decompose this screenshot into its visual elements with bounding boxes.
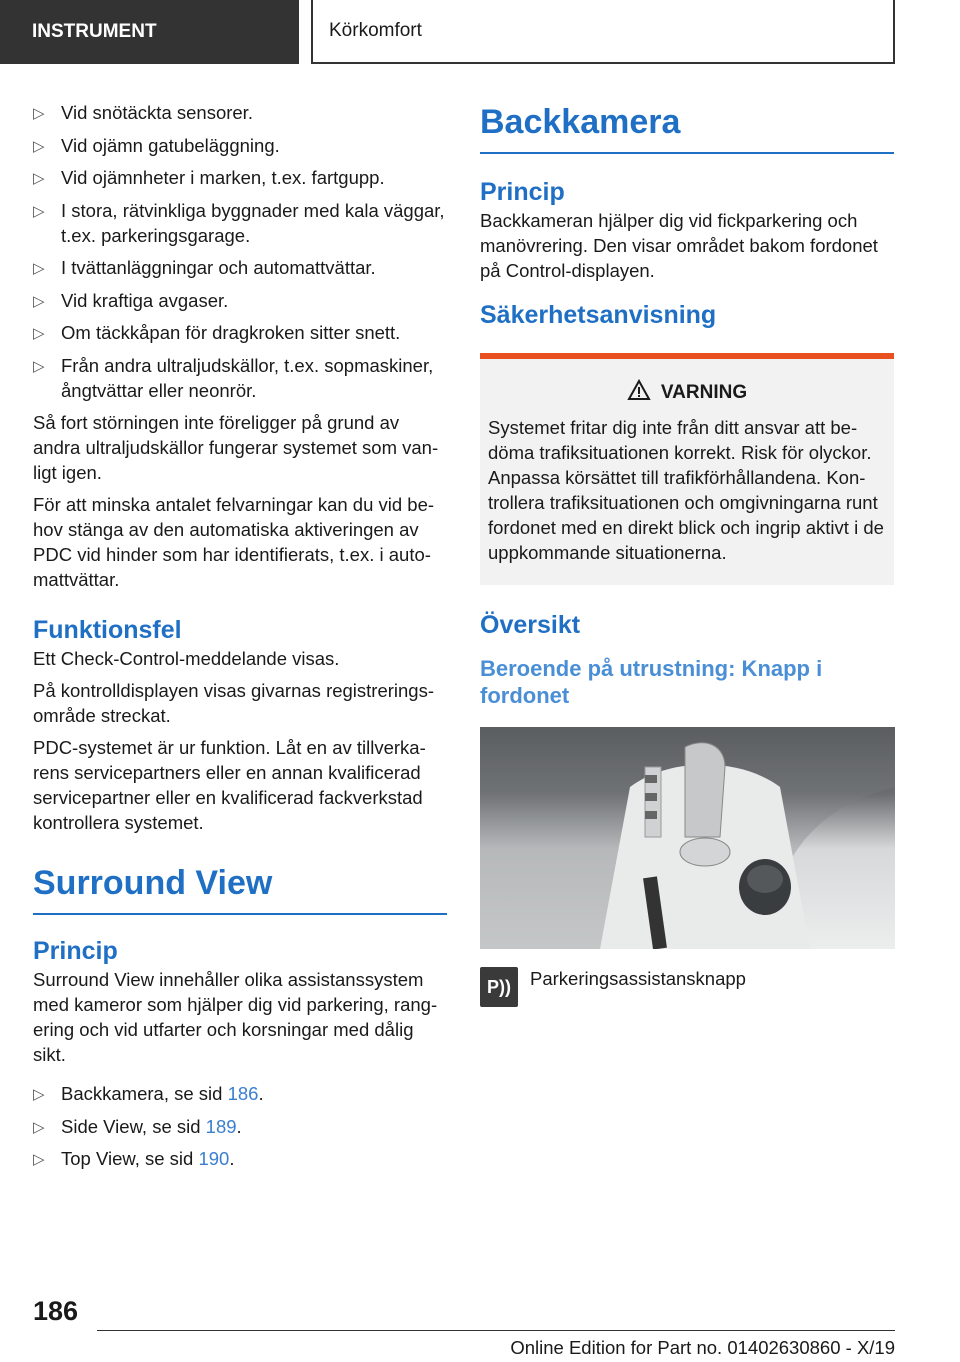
list-item: ▷ I tvättanläggningar och automattvättar. (33, 255, 447, 280)
equipment-heading: Beroende på utrustning: Knapp i fordonet (480, 656, 823, 708)
safety-heading: Säkerhetsanvisning (480, 301, 717, 329)
paragraph: Så fort störningen inte föreligger på grund av andra ultraljudskällor fungerar systemet som vanligt igen. (33, 412, 439, 483)
list-item: ▷ Vid kraftiga avgaser. (33, 288, 447, 313)
list-item: ▷ Från andra ultraljudskällor, t.ex. sopmaskiner, ångtvättar eller neonrör. (33, 354, 434, 401)
paragraph: På kontrolldisplayen visas givarnas registreringsområde streckat. (33, 680, 435, 726)
triangle-bullet-icon: ▷ (33, 137, 45, 155)
triangle-bullet-icon: ▷ (33, 325, 45, 342)
triangle-bullet-icon: ▷ (33, 357, 45, 375)
footer-edition: Online Edition for Part no. 01402630860 - X/19 (510, 1337, 895, 1358)
triangle-bullet-icon: ▷ (33, 170, 45, 187)
warning-text: Systemet fritar dig inte från ditt ansvar att bedöma trafiksituationen korrekt. Risk för olyckor. Anpassa körsättet till trafikförhållandena. Kontrollera trafiksituationen och omgivningarna runt fordonet med en direkt blick och ingrip aktivt i de uppkommande situationerna. (488, 417, 884, 563)
right-column (480, 100, 894, 1007)
surround-principle-heading: Princip (33, 937, 118, 965)
legend-row (480, 967, 894, 1007)
list-item: ▷ I stora, rätvinkliga byggnader med kala väggar, t.ex. parkeringsgarage. (33, 199, 445, 246)
principle-heading: Princip (480, 178, 565, 206)
triangle-bullet-icon: ▷ (33, 105, 45, 122)
header-chapter-label: Körkomfort (329, 20, 422, 41)
page-link[interactable]: 189 (205, 1115, 237, 1137)
page-link[interactable]: 186 (227, 1083, 259, 1104)
warning-title: VARNING (488, 379, 886, 407)
warning-box (480, 353, 894, 585)
triangle-bullet-icon: ▷ (33, 202, 45, 220)
warning-triangle-icon (627, 379, 651, 407)
triangle-bullet-icon: ▷ (33, 1086, 45, 1103)
triangle-bullet-icon: ▷ (33, 1118, 45, 1136)
page-number: 186 (33, 1296, 79, 1326)
console-photo (480, 727, 895, 949)
triangle-bullet-icon: ▷ (33, 292, 45, 310)
triangle-bullet-icon: ▷ (33, 1151, 45, 1168)
fault-heading: Funktionsfel (33, 616, 182, 644)
paragraph: Ett Check-Control-meddelande visas. (33, 648, 340, 669)
legend-label: Parkeringsassistansknapp (530, 968, 746, 989)
triangle-bullet-icon: ▷ (33, 260, 45, 277)
left-column (33, 100, 447, 1179)
header-chapter-tab (311, 0, 895, 64)
header-section-tab (0, 0, 299, 64)
paragraph: PDC-systemet är ur funktion. Låt en av tillverkarens servicepartners eller en annan kvalificerad servicepartner eller en kvalificerad fackverkstad kontrollera systemet. (33, 737, 426, 833)
interference-list (33, 100, 447, 403)
paragraph: För att minska antalet felvarningar kan du vid behov stänga av den automatiska aktiveringen av PDC vid hinder som har identifierats, t.ex. i automattvättar. (33, 494, 435, 590)
paragraph: Backkameran hjälper dig vid fickparkering och manövrering. Den visar området bakom fordonet på Control-displayen. (480, 210, 878, 281)
reference-list (33, 1081, 447, 1171)
header-section-label: INSTRUMENT (32, 21, 157, 42)
list-item: ▷ Vid snötäckta sensorer. (33, 100, 447, 125)
list-item: ▷ Vid ojämnheter i marken, t.ex. fartgupp. (33, 165, 447, 190)
overview-heading: Översikt (480, 611, 581, 639)
footer-divider (97, 1330, 895, 1331)
rear-camera-heading: Backkamera (480, 100, 894, 154)
paragraph: Surround View innehåller olika assistanssystem med kameror som hjälper dig vid parkering, rangering och vid utfarter och korsningar med dålig sikt. (33, 969, 438, 1065)
parking-assist-icon: P)) (480, 967, 518, 1007)
list-item: ▷ Backkamera, se sid 186. (33, 1081, 447, 1106)
page-link[interactable]: 190 (198, 1148, 230, 1169)
surround-view-heading: Surround View (33, 861, 447, 915)
list-item: ▷ Top View, se sid 190. (33, 1146, 447, 1171)
list-item: ▷ Side View, se sid 189. (33, 1114, 447, 1139)
list-item: ▷ Vid ojämn gatubeläggning. (33, 133, 447, 158)
list-item: ▷ Om täckkåpan för dragkroken sitter snett. (33, 320, 447, 345)
